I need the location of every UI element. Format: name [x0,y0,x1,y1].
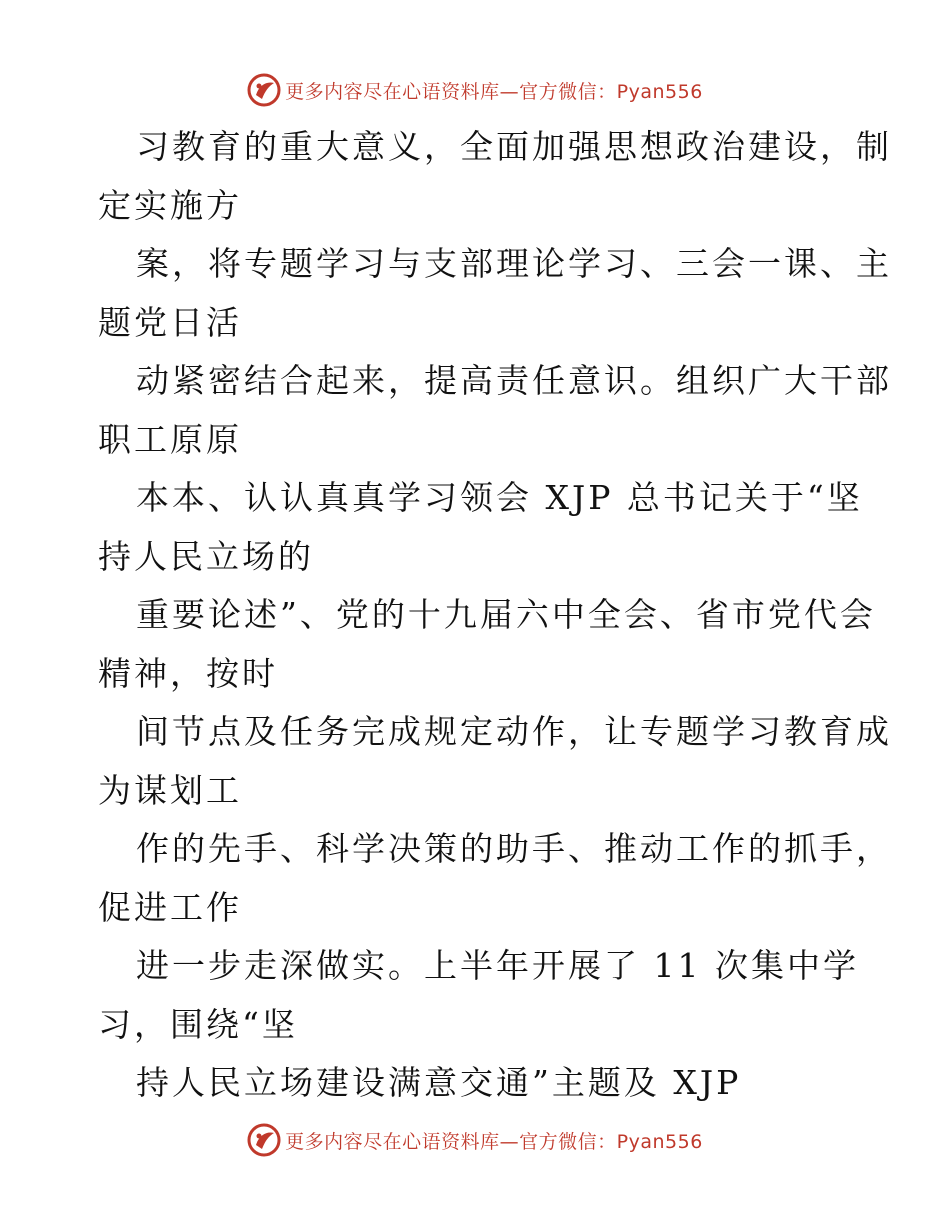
text-line: 题党日活 [98,302,242,342]
header-watermark [0,70,950,110]
text-line: 持人民立场建设满意交通”主题及 XJP [136,1063,742,1102]
text-line: 案，将专题学习与支部理论学习、三会一课、主 [136,244,892,283]
text-line: 作的先手、科学决策的助手、推动工作的抓手， [136,829,892,868]
text-line: 进一步走深做实。上半年开展了 11 次集中学 [136,946,859,985]
text-line: 促进工作 [98,887,242,927]
text-line: 定实施方 [98,185,242,225]
text-line: 重要论述”、党的十九届六中全会、省市党代会 [136,595,876,634]
text-line: 本本、认认真真学习领会 XJP 总书记关于“坚 [136,478,863,517]
footer-watermark-text: 更多内容尽在心语资料库—官方微信：Pyan556 [285,1130,703,1153]
text-line: 精神，按时 [98,653,278,693]
text-line: 动紧密结合起来，提高责任意识。组织广大干部 [136,361,892,400]
header-watermark-text: 更多内容尽在心语资料库—官方微信：Pyan556 [285,80,703,103]
text-line: 习教育的重大意义，全面加强思想政治建设，制 [136,127,892,166]
text-line: 间节点及任务完成规定动作，让专题学习教育成 [136,712,892,751]
text-line: 习，围绕“坚 [98,1004,298,1044]
text-line: 为谋划工 [98,770,242,810]
brand-logo-icon [247,1123,281,1157]
text-line: 职工原原 [98,419,242,459]
document-body [98,118,892,1113]
brand-logo-icon [247,73,281,107]
footer-watermark [0,1120,950,1160]
text-line: 持人民立场的 [98,536,314,576]
